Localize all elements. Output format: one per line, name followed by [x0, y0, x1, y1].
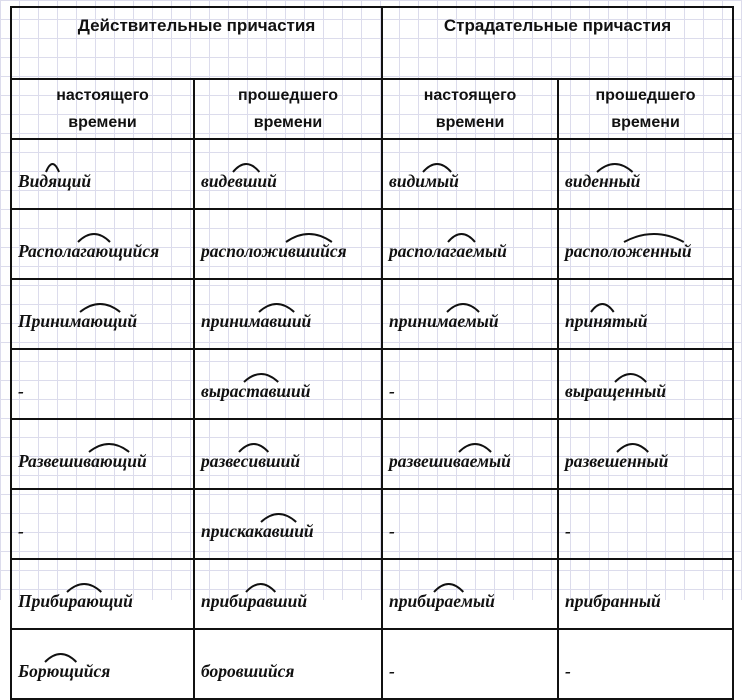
word-ending: ший — [266, 450, 301, 471]
subheader-passive-present — [382, 79, 558, 139]
word-ending: ий — [291, 310, 312, 331]
subheader-time-label: времени — [253, 114, 323, 131]
table-row — [11, 629, 733, 699]
cell-active-past — [194, 419, 382, 489]
cell-passive-past — [558, 419, 733, 489]
word: боровшийся — [201, 660, 295, 681]
subheader-time-label: времени — [435, 114, 505, 131]
suffix-arc-mark: енн — [619, 451, 646, 472]
word: - — [389, 380, 395, 401]
word-ending: ий — [127, 450, 147, 471]
word-stem: Бор — [18, 660, 47, 681]
subheader-active-past — [194, 79, 382, 139]
word: - — [565, 660, 571, 681]
suffix-arc-mark: ня — [593, 311, 612, 332]
word-ending: мый — [473, 240, 507, 261]
subheader-tense-label: прошедшего — [595, 87, 696, 104]
table-body — [11, 139, 733, 699]
suffix-arc-mark: тав — [246, 381, 276, 402]
suffix-arc-icon — [44, 649, 77, 663]
word-ending: ий — [294, 520, 314, 541]
suffix-arc-mark: вш — [235, 171, 257, 192]
word: - — [18, 380, 24, 401]
suffix-arc-mark: аем — [461, 451, 489, 472]
word-stem: Приним — [18, 310, 82, 331]
cell-active-past — [194, 209, 382, 279]
cell-passive-present — [382, 209, 558, 279]
word-stem: расположи — [201, 240, 289, 261]
suffix-arc-mark: ющ — [47, 661, 74, 682]
cell-active-past — [194, 279, 382, 349]
cell-passive-past — [558, 209, 733, 279]
cell-active-present — [11, 349, 194, 419]
table-row — [11, 559, 733, 629]
cell-active-past — [194, 559, 382, 629]
suffix-arc-icon — [66, 579, 102, 593]
table-row — [11, 139, 733, 209]
word-ending: ший — [273, 590, 308, 611]
table-row — [11, 349, 733, 419]
word-stem: приби — [201, 590, 248, 611]
suffix-arc-icon — [77, 229, 111, 243]
subheader-passive-past — [558, 79, 733, 139]
cell-active-past — [194, 139, 382, 209]
word-stem: располо — [565, 240, 627, 261]
word-stem: Вид — [18, 170, 49, 191]
word-ending: щий — [98, 590, 133, 611]
suffix-arc-icon — [614, 369, 647, 383]
cell-passive-present — [382, 629, 558, 699]
word-ending: мый — [460, 590, 495, 611]
word-ending: щий — [57, 170, 92, 191]
cell-active-past — [194, 349, 382, 419]
cell-passive-present — [382, 489, 558, 559]
header-active-participles: Действительные причастия — [11, 7, 382, 79]
suffix-arc-mark: рав — [248, 591, 273, 612]
suffix-arc-icon — [285, 229, 333, 243]
cell-active-present — [11, 489, 194, 559]
suffix-arc-mark: нны — [599, 171, 631, 192]
suffix-arc-icon — [422, 159, 452, 173]
word-stem: при — [565, 310, 594, 331]
word-stem: приним — [389, 310, 449, 331]
suffix-arc-mark: рае — [436, 591, 461, 612]
word-stem: Приби — [18, 590, 69, 611]
word: - — [389, 520, 395, 541]
suffix-arc-mark: женны — [626, 241, 682, 262]
suffix-arc-icon — [88, 439, 130, 453]
word-stem: Распола — [18, 240, 81, 261]
cell-passive-present — [382, 279, 558, 349]
word-ending: ый — [488, 450, 511, 471]
word-ending: ся — [329, 240, 347, 261]
suffix-arc-mark: ающ — [91, 451, 127, 472]
suffix-arc-mark: аем — [449, 311, 477, 332]
cell-passive-past — [558, 349, 733, 419]
cell-active-present — [11, 559, 194, 629]
suffix-arc-icon — [447, 229, 476, 243]
word-stem: развеш — [565, 450, 620, 471]
subheader-active-present — [11, 79, 194, 139]
subheader-tense-label: прошедшего — [237, 87, 339, 104]
suffix-arc-icon — [232, 159, 260, 173]
suffix-arc-mark: гае — [450, 241, 473, 262]
subheader-time-label: времени — [611, 114, 680, 131]
word-stem: разве — [201, 450, 241, 471]
suffix-arc-mark: авш — [263, 521, 294, 542]
cell-active-present — [11, 209, 194, 279]
suffix-arc-icon — [446, 299, 480, 313]
word-stem: виде — [565, 170, 600, 191]
subheader-row — [11, 79, 733, 139]
cell-active-present — [11, 279, 194, 349]
suffix-arc-mark: гаю — [80, 241, 108, 262]
suffix-arc-icon — [260, 509, 297, 523]
cell-active-present — [11, 139, 194, 209]
subheader-tense-label: настоящего — [56, 87, 149, 104]
suffix-arc-mark: сив — [241, 451, 266, 472]
word-stem: выращ — [565, 380, 618, 401]
word: - — [18, 520, 24, 541]
word-stem: Развешив — [18, 450, 92, 471]
word-ending: ий — [117, 310, 138, 331]
table-row — [11, 489, 733, 559]
cell-active-present — [11, 419, 194, 489]
word-ending: й — [630, 170, 641, 191]
suffix-arc-icon — [596, 159, 634, 173]
word-ending: й — [449, 170, 459, 191]
word-ending: й — [681, 240, 692, 261]
suffix-arc-mark: мы — [425, 171, 449, 192]
table-row — [11, 419, 733, 489]
suffix-arc-icon — [590, 299, 615, 313]
word-ending: ый — [644, 380, 667, 401]
word: - — [565, 520, 571, 541]
suffix-arc-icon — [45, 159, 60, 173]
suffix-arc-icon — [623, 229, 685, 243]
suffix-arc-icon — [238, 439, 269, 453]
cell-passive-past — [558, 139, 733, 209]
word-stem: вырас — [201, 380, 247, 401]
cell-passive-past — [558, 629, 733, 699]
cell-passive-past — [558, 489, 733, 559]
word-ending: ый — [646, 450, 669, 471]
suffix-arc-mark: раю — [69, 591, 99, 612]
suffix-arc-icon — [433, 579, 464, 593]
word: прибранный — [565, 590, 661, 611]
suffix-arc-icon — [79, 299, 121, 313]
table-row — [11, 279, 733, 349]
word-stem: виде — [201, 170, 236, 191]
header-passive-participles: Страдательные причастия — [382, 7, 733, 79]
subheader-tense-label: настоящего — [423, 87, 517, 104]
word-ending: ший — [276, 380, 311, 401]
cell-active-past — [194, 629, 382, 699]
cell-passive-past — [558, 559, 733, 629]
cell-passive-past — [558, 279, 733, 349]
subheader-time-label: времени — [68, 114, 137, 131]
word-stem: приним — [201, 310, 261, 331]
word-stem: приби — [389, 590, 436, 611]
word-ending: ийся — [73, 660, 111, 681]
word-stem: види — [389, 170, 425, 191]
cell-active-present — [11, 629, 194, 699]
participles-table — [10, 6, 734, 700]
word-ending: щийся — [108, 240, 160, 261]
suffix-arc-icon — [616, 439, 649, 453]
suffix-arc-mark: я — [48, 171, 57, 192]
suffix-arc-mark: авш — [261, 311, 292, 332]
cell-active-past — [194, 489, 382, 559]
suffix-arc-icon — [245, 579, 276, 593]
cell-passive-present — [382, 139, 558, 209]
suffix-arc-mark: ающ — [82, 311, 118, 332]
word-stem: распола — [389, 240, 451, 261]
cell-passive-present — [382, 419, 558, 489]
suffix-arc-mark: вший — [288, 241, 330, 262]
word-ending: ый — [476, 310, 499, 331]
word-ending: ий — [257, 170, 277, 191]
suffix-arc-mark: енн — [617, 381, 644, 402]
cell-passive-present — [382, 559, 558, 629]
suffix-arc-icon — [258, 299, 295, 313]
table-row — [11, 209, 733, 279]
word-ending: тый — [611, 310, 648, 331]
cell-passive-present — [382, 349, 558, 419]
suffix-arc-icon — [243, 369, 279, 383]
word-stem: прискак — [201, 520, 264, 541]
header-row — [11, 7, 733, 79]
word-stem: развешив — [389, 450, 461, 471]
suffix-arc-icon — [458, 439, 492, 453]
word: - — [389, 660, 395, 681]
